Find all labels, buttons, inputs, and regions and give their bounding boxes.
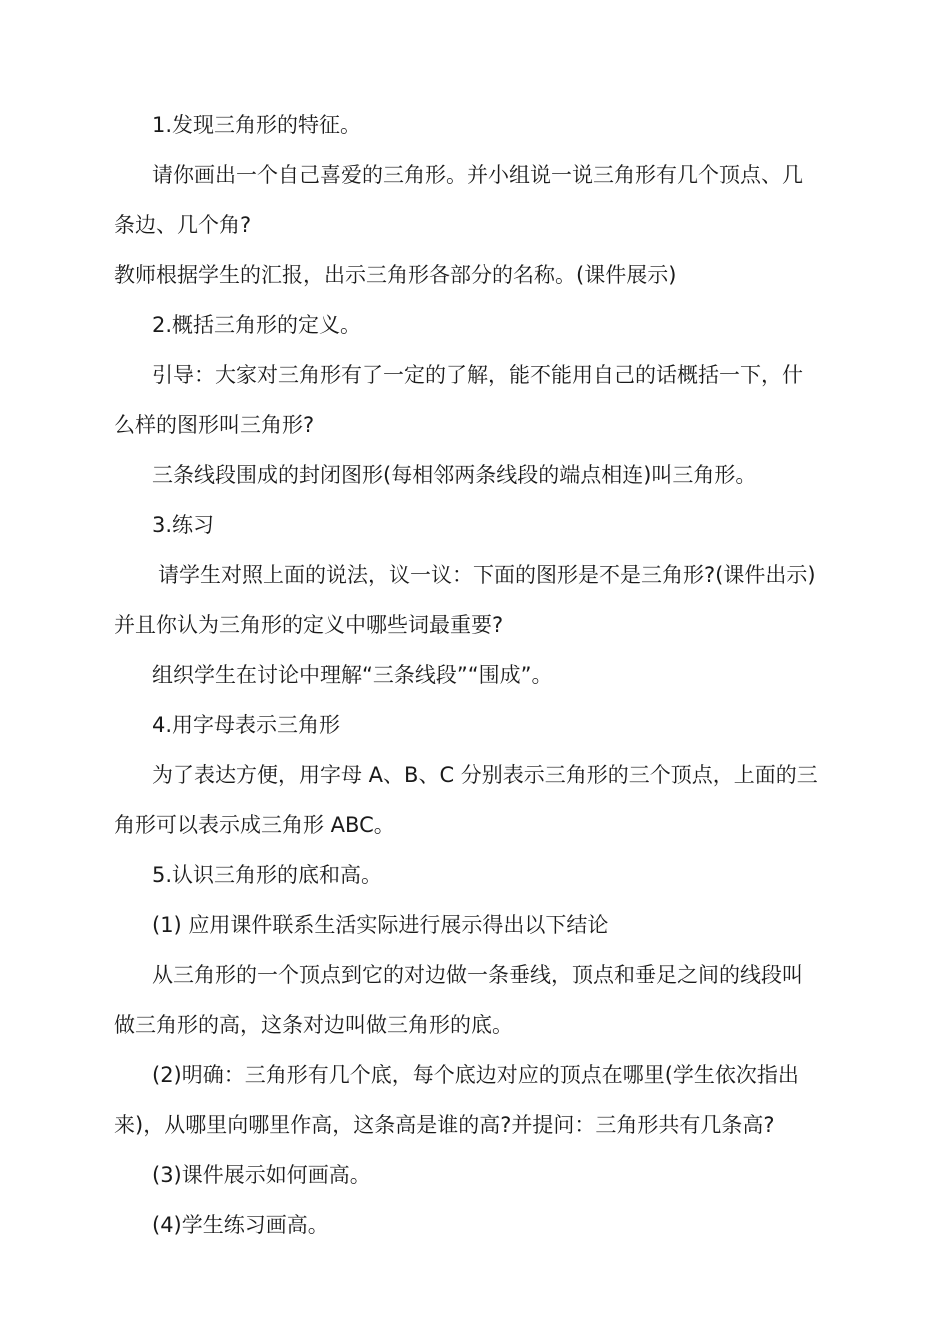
paragraph-line: (1) 应用课件联系生活实际进行展示得出以下结论 [152, 913, 609, 937]
paragraph-line: 三条线段围成的封闭图形(每相邻两条线段的端点相连)叫三角形。 [152, 463, 757, 487]
paragraph-line: (2)明确：三角形有几个底，每个底边对应的顶点在哪里(学生依次指出 [152, 1063, 799, 1087]
paragraph-line: 来)，从哪里向哪里作高，这条高是谁的高?并提问：三角形共有几条高? [114, 1113, 775, 1137]
paragraph-line: 教师根据学生的汇报，出示三角形各部分的名称。(课件展示) [114, 263, 677, 287]
paragraph-line: 从三角形的一个顶点到它的对边做一条垂线，顶点和垂足之间的线段叫 [152, 963, 803, 987]
paragraph-line: 条边、几个角? [114, 213, 252, 237]
paragraph-line: 并且你认为三角形的定义中哪些词最重要? [114, 613, 504, 637]
paragraph-line: 么样的图形叫三角形? [114, 413, 315, 437]
heading-2: 2.概括三角形的定义。 [152, 313, 362, 337]
paragraph-line: 请学生对照上面的说法，议一议：下面的图形是不是三角形?(课件出示) [158, 563, 816, 587]
paragraph-line: 做三角形的高，这条对边叫做三角形的底。 [114, 1013, 513, 1037]
heading-3: 3.练习 [152, 513, 215, 537]
paragraph-line: 为了表达方便，用字母 A、B、C 分别表示三角形的三个顶点，上面的三 [152, 763, 818, 787]
paragraph-line: 请你画出一个自己喜爱的三角形。并小组说一说三角形有几个顶点、几 [152, 163, 803, 187]
paragraph-line: 引导：大家对三角形有了一定的了解，能不能用自己的话概括一下，什 [152, 363, 803, 387]
heading-4: 4.用字母表示三角形 [152, 713, 341, 737]
paragraph-line: 角形可以表示成三角形 ABC。 [114, 813, 395, 837]
heading-5: 5.认识三角形的底和高。 [152, 863, 383, 887]
heading-1: 1.发现三角形的特征。 [152, 113, 362, 137]
paragraph-line: 组织学生在讨论中理解“三条线段”“围成”。 [152, 663, 553, 687]
paragraph-line: (3)课件展示如何画高。 [152, 1163, 371, 1187]
paragraph-line: (4)学生练习画高。 [152, 1213, 329, 1237]
